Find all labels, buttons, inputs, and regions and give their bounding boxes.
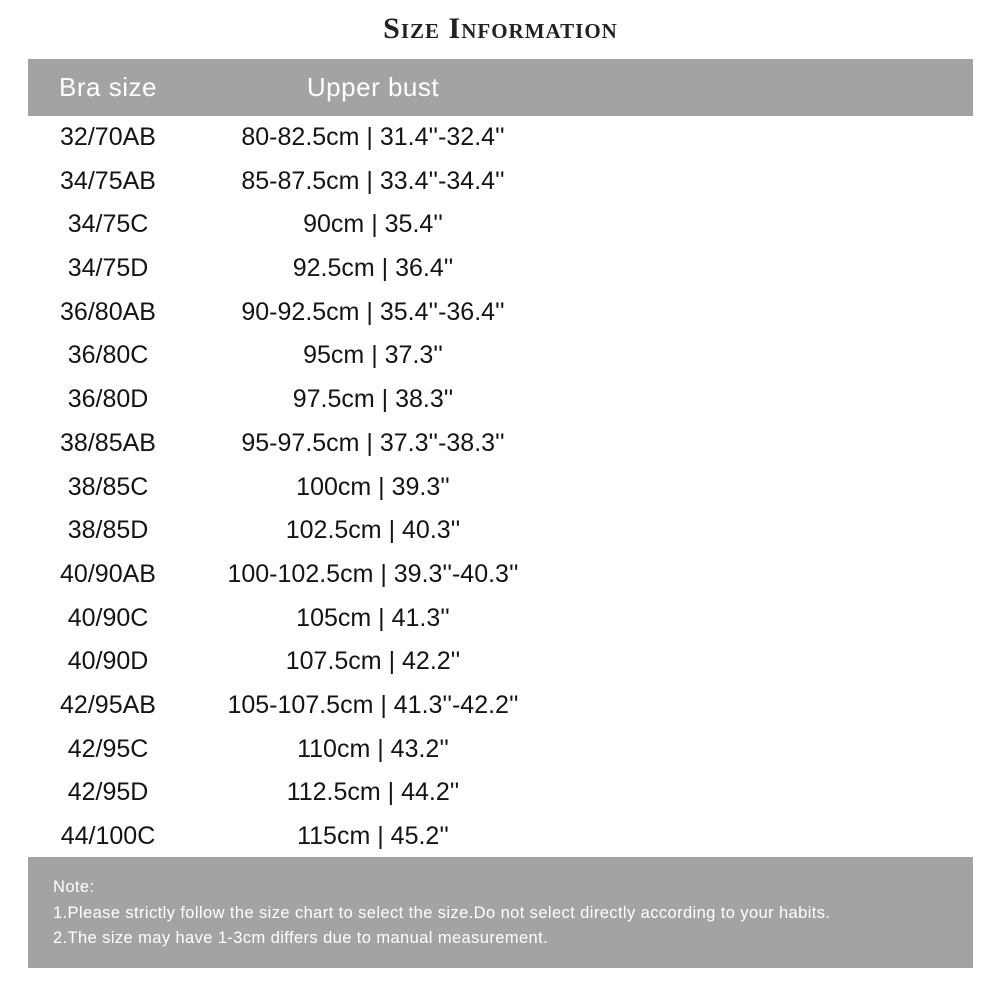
upper-bust-cell: 85-87.5cm | 33.4''-34.4'' — [241, 166, 505, 195]
table-row — [28, 684, 973, 728]
table-row — [28, 422, 973, 466]
bra-size-cell: 42/95AB — [60, 690, 156, 719]
upper-bust-cell: 105cm | 41.3'' — [296, 603, 450, 632]
table-row — [28, 728, 973, 772]
bra-size-cell: 42/95D — [67, 778, 149, 807]
bra-size-cell: 38/85D — [67, 516, 149, 545]
header-upper-bust: Upper bust — [306, 72, 440, 102]
table-row — [28, 247, 973, 291]
upper-bust-cell: 100cm | 39.3'' — [296, 472, 450, 501]
bra-size-cell: 34/75D — [67, 254, 149, 283]
upper-bust-cell: 100-102.5cm | 39.3''-40.3'' — [227, 559, 519, 588]
upper-bust-cell: 107.5cm | 42.2'' — [285, 647, 461, 676]
upper-bust-cell: 115cm | 45.2'' — [297, 822, 449, 850]
bra-size-cell: 34/75AB — [60, 166, 156, 195]
upper-bust-cell: 95-97.5cm | 37.3''-38.3'' — [241, 428, 505, 457]
note-box — [28, 857, 973, 968]
bra-size-cell: 44/100C — [60, 822, 156, 850]
bra-size-cell: 32/70AB — [60, 123, 156, 151]
table-row — [28, 378, 973, 422]
bra-size-cell: 36/80AB — [60, 297, 156, 326]
upper-bust-cell: 97.5cm | 38.3'' — [292, 385, 454, 414]
note-line-2: 2.The size may have 1-3cm differs due to manual measurement. — [53, 929, 549, 947]
header-bra-size: Bra size — [59, 72, 157, 102]
table-row — [28, 291, 973, 335]
table-row — [28, 815, 973, 859]
note-line-1: 1.Please strictly follow the size chart to select the size.Do not select directly according to your habits. — [53, 903, 831, 922]
bra-size-cell: 38/85C — [67, 472, 149, 501]
table-row — [28, 203, 973, 247]
table-row — [28, 597, 973, 641]
table-row — [28, 334, 973, 378]
upper-bust-cell: 90-92.5cm | 35.4''-36.4'' — [241, 297, 505, 326]
bra-size-cell: 42/95C — [67, 734, 149, 763]
upper-bust-cell: 95cm | 37.3'' — [303, 341, 443, 370]
table-row — [28, 640, 973, 684]
upper-bust-cell: 102.5cm | 40.3'' — [285, 516, 461, 545]
table-row — [28, 509, 973, 553]
table-row — [28, 116, 973, 160]
bra-size-cell: 38/85AB — [60, 428, 156, 457]
bra-size-cell: 40/90AB — [60, 559, 156, 588]
upper-bust-cell: 90cm | 35.4'' — [303, 210, 443, 239]
bra-size-cell: 36/80D — [67, 385, 149, 414]
note-label: Note: — [53, 878, 95, 896]
table-row — [28, 771, 973, 815]
table-header — [28, 59, 973, 116]
bra-size-cell: 36/80C — [67, 341, 149, 370]
upper-bust-cell: 105-107.5cm | 41.3''-42.2'' — [227, 690, 519, 719]
page-title: Size Information — [383, 12, 618, 45]
bra-size-cell: 40/90D — [67, 647, 149, 676]
table-row — [28, 553, 973, 597]
upper-bust-cell: 110cm | 43.2'' — [297, 734, 449, 763]
upper-bust-cell: 92.5cm | 36.4'' — [292, 254, 454, 283]
bra-size-cell: 40/90C — [67, 603, 149, 632]
table-row — [28, 466, 973, 510]
upper-bust-cell: 80-82.5cm | 31.4''-32.4'' — [241, 123, 505, 151]
table-row — [28, 160, 973, 204]
bra-size-cell: 34/75C — [67, 210, 149, 239]
upper-bust-cell: 112.5cm | 44.2'' — [286, 778, 460, 807]
size-table-body — [28, 116, 973, 859]
